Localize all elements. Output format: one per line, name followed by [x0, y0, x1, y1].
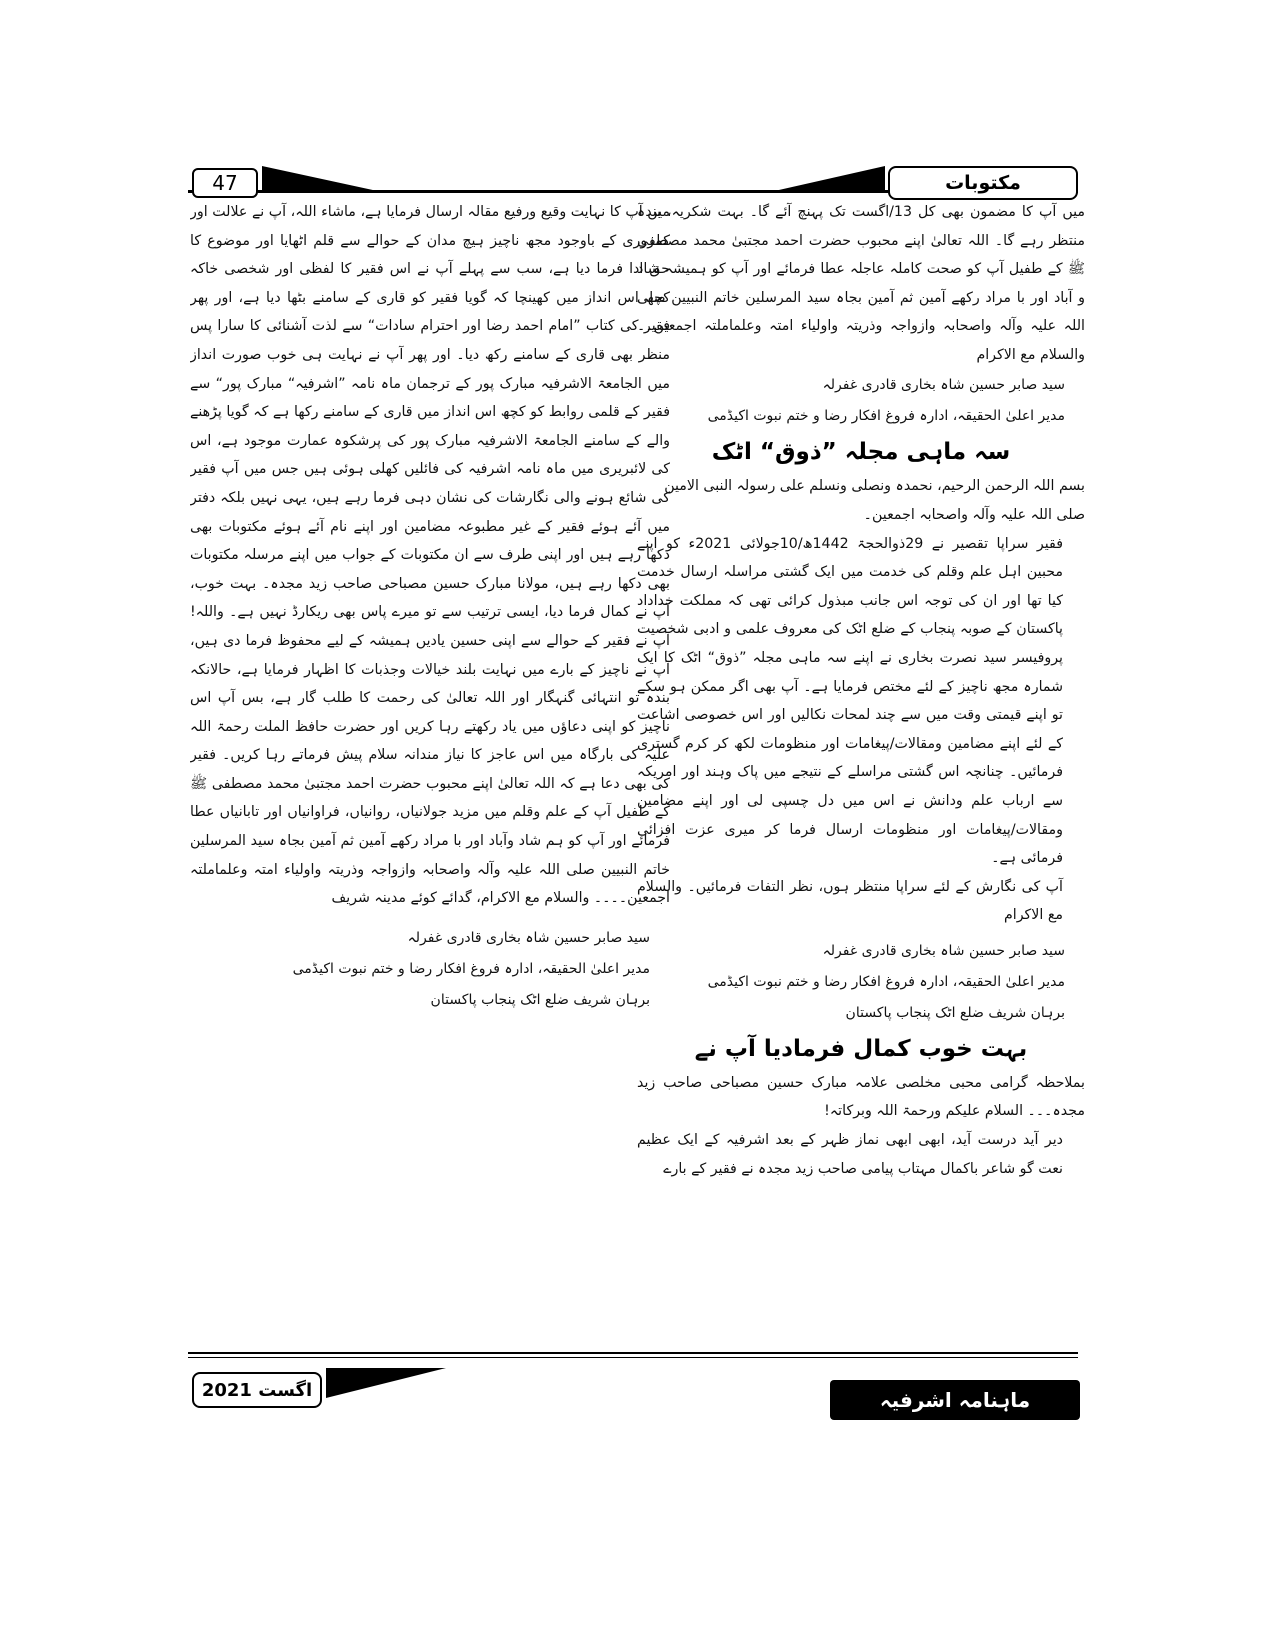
right-column [637, 198, 1085, 1328]
left-paragraph-1: میں آپ کا نہایت وقیع ورفیع مقالہ ارسال فرمایا ہے، ماشاء اللہ، آپ نے علالت اور کمزوری کے باوجود مجھ ناچیز ہیچ مدان کے حوالے سے قلم اٹھایا اور موضوع کا حق ادا فرما دیا ہے، سب سے پہلے آپ نے اس فقیر کا لفظی اور شخصی خاکہ کچھ اس انداز میں کھینچا کہ گویا فقیر کو قاری کے سامنے بٹھا دیا ہے، اور پھر فقیر کی کتاب ”امام احمد رضا اور احترام سادات“ سے لذت آشنائی کا سارا پس منظر بھی قاری کے سامنے رکھ دیا۔ اور پھر آپ نے نہایت ہی خوب صورت انداز میں الجامعۃ الاشرفیہ مبارک پور کے ترجمان ماہ نامہ ”اشرفیہ“ مبارک پور“ سے فقیر کے قلمی روابط کو کچھ اس انداز میں قاری کے سامنے رکھا ہے کہ گویا پڑھنے والے کے سامنے الجامعۃ الاشرفیہ مبارک پور کی پرشکوہ عمارت موجود ہے، اس کی لائبریری میں ماہ نامہ اشرفیہ کی فائلیں کھلی ہوئی ہیں جس میں آپ فقیر کی شائع ہونے والی نگارشات کی نشان دہی فرما رہے ہیں، یہی نہیں بلکہ دفتر میں آئے ہوئے فقیر کے غیر مطبوعہ مضامین اور اپنے نام آئے ہوئے مکتوبات بھی دکھا رہے ہیں اور اپنی طرف سے ان مکتوبات کے جواب میں اپنے مرسلہ مکتوبات بھی دکھا رہے ہیں، مولانا مبارک حسین مصباحی صاحب زید مجدہ۔ بہت خوب، آپ نے کمال فرما دیا، ایسی ترتیب سے تو میرے پاس بھی ریکارڈ نہیں ہے۔ واللہ! آپ نے فقیر کے حوالے سے اپنی حسین یادیں ہمیشہ کے لیے محفوظ فرما دی ہیں، آپ نے ناچیز کے بارے میں نہایت بلند خیالات وجذبات کا اظہار فرمایا ہے، حالانکہ بندہ تو انتہائی گنہگار اور اللہ تعالیٰ کی رحمت کا طلب گار ہے، بس آپ اس ناچیز کو اپنی دعاؤں میں یاد رکھتے رہا کریں اور حضرت حافظ الملت رحمۃ اللہ علیہ کی بارگاہ میں اس عاجز کا نیاز مندانہ سلام پیش فرماتے رہا کریں۔ فقیر کی بھی دعا ہے کہ اللہ تعالیٰ اپنے محبوب حضرت احمد مجتبیٰ محمد مصطفی ﷺ کے طفیل آپ کے علم وقلم میں مزید جولانیاں، روانیاں، فراوانیاں اور تابانیاں عطا فرمائے اور آپ کو ہم شاد وآباد اور با مراد رکھے آمین ثم آمین بجاہ سید المرسلین خاتم النبیین صلی اللہ علیہ وآلہ واصحابہ وازواجہ وذریتہ واولیاء امتہ وعلماملتہ اجمعین۔۔۔۔ والسلام مع الاکرام، گدائے کوئے مدینہ شریف [190, 204, 670, 907]
magazine-name: ماہنامہ اشرفیہ [879, 1388, 1031, 1412]
issue-date: اگست 2021 [201, 1379, 313, 1401]
left-signature [190, 913, 670, 1016]
section-heading-zauq: سہ ماہی مجلہ ”ذوق“ اٹک [711, 438, 1011, 465]
signature-name: سید صابر حسین شاہ بخاری قادری غفرلہ [822, 376, 1065, 393]
magazine-name-banner [830, 1380, 1080, 1420]
issue-date-box [192, 1372, 322, 1408]
right-paragraph-5: دیر آید درست آید، ابھی ابھی نماز ظہر کے بعد اشرفیہ کے ایک عظیم نعت گو شاعر باکمال مہتاب پیامی صاحب زید مجدہ نے فقیر کے بارے [637, 1132, 1063, 1177]
footer-wedge [326, 1368, 446, 1398]
header-wedge-right [770, 166, 885, 192]
section-heading-kamal: بہت خوب کمال فرمادیا آپ نے [694, 1035, 1028, 1062]
right-signature-2 [637, 930, 1085, 1029]
signature-title: مدیر اعلیٰ الحقیقہ، ادارہ فروغ افکار رضا و ختم نبوت اکیڈمی [292, 960, 650, 977]
page-number-box [192, 168, 258, 198]
right-signature-1 [637, 370, 1085, 432]
signature-address: برہان شریف ضلع اٹک پنجاب پاکستان [845, 1004, 1065, 1021]
right-paragraph-2: فقیر سراپا تقصیر نے 29ذوالحجۃ 1442ھ/10جولائی 2021ء کو اپنے محبین اہل علم وقلم کی خدمت میں ایک گشتی مراسلہ ارسال خدمت کیا تھا اور ان کی توجہ اس جانب مبذول کرائی تھی کہ مملکت خداداد پاکستان کے صوبہ پنجاب کے ضلع اٹک کی معروف علمی و ادبی شخصیت پروفیسر سید نصرت بخاری نے اپنے سہ ماہی مجلہ ”ذوق“ اٹک کا ایک شمارہ مجھ ناچیز کے لئے مختص فرمایا ہے۔ آپ بھی اگر ممکن ہو سکے تو اپنے قیمتی وقت میں سے چند لمحات نکالیں اور اس خصوصی اشاعت کے لئے اپنے مضامین ومقالات/پیغامات اور منظومات لکھ کر کرم گستری فرمائیں۔ چنانچہ اس گشتی مراسلے کے نتیجے میں پاک وہند اور امریکہ سے ارباب علم ودانش نے اس میں دل چسپی لی اور اپنے مضامین ومقالات/پیغامات اور منظومات ارسال فرما کر میری عزت افزائی فرمائی ہے۔ [637, 535, 1063, 867]
signature-title: مدیر اعلیٰ الحقیقہ، ادارہ فروغ افکار رضا و ختم نبوت اکیڈمی [707, 407, 1065, 424]
signature-title: مدیر اعلیٰ الحقیقہ، ادارہ فروغ افکار رضا و ختم نبوت اکیڈمی [707, 973, 1065, 990]
signature-address: برہان شریف ضلع اٹک پنجاب پاکستان [430, 991, 650, 1008]
arabic-opening: بسم اللہ الرحمن الرحیم، نحمدہ ونصلی ونسلم علی رسولہ النبی الامین صلی اللہ علیہ وآلہ واصحابہ اجمعین۔ [664, 477, 1085, 523]
section-title: مکتوبات [945, 172, 1021, 194]
page-number: 47 [212, 171, 238, 195]
signature-name: سید صابر حسین شاہ بخاری قادری غفرلہ [822, 942, 1065, 959]
footer-rule-bottom [188, 1357, 1078, 1358]
section-title-box [888, 166, 1078, 200]
right-paragraph-3: آپ کی نگارش کے لئے سراپا منتظر ہوں، نظر التفات فرمائیں۔ والسلام مع الاکرام [637, 878, 1063, 924]
left-column [190, 198, 670, 1328]
right-paragraph-4: بملاحظہ گرامی محبی مخلصی علامہ مبارک حسین مصباحی صاحب زید مجدہ۔۔۔ السلام علیکم ورحمۃ اللہ وبرکاتہ! [637, 1074, 1085, 1120]
footer-rule-top [188, 1352, 1078, 1354]
header-wedge-left [262, 166, 382, 192]
signature-name: سید صابر حسین شاہ بخاری قادری غفرلہ [407, 929, 650, 946]
right-paragraph-1: میں آپ کا مضمون بھی کل 13/اگست تک پہنچ آئے گا۔ بہت شکریہ، بندہ منتظر رہے گا۔ اللہ تعالیٰ اپنے محبوب حضرت احمد مجتبیٰ محمد مصطفی ﷺ کے طفیل آپ کو صحت کاملہ عاجلہ عطا فرمائے اور آپ کو ہمیشہ شاد و آباد اور با مراد رکھے آمین ثم آمین بجاہ سید المرسلین خاتم النبیین صلی اللہ علیہ وآلہ واصحابہ وازواجہ وذریتہ واولیاء امتہ وعلماملتہ اجمعین۔۔ والسلام مع الاکرام [637, 204, 1085, 363]
